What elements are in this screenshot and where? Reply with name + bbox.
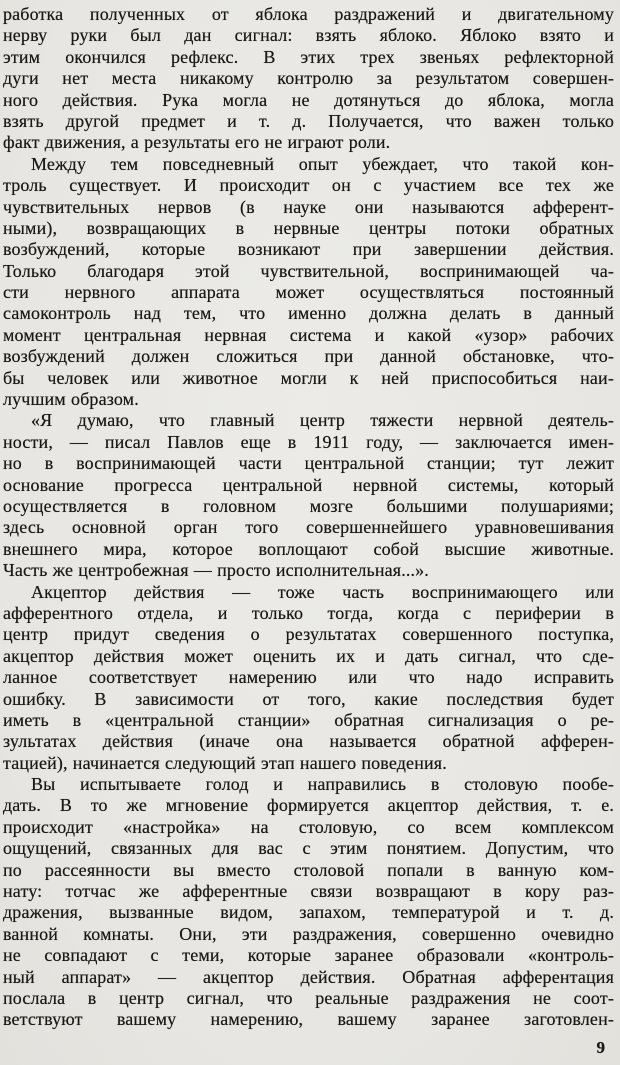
text-line: «Я думаю, что главный центр тяжести нервной деятель- bbox=[31, 410, 614, 431]
text-line: но в воспринимающей части центральной станции; тут лежит bbox=[3, 453, 614, 474]
text-line: дуги нет места никакому контролю за результатом совершен- bbox=[3, 68, 614, 89]
text-line: послала в центр сигнал, что реальные раздражения не соот- bbox=[3, 987, 614, 1008]
text-line: нерву руки был дан сигнал: взять яблоко. Яблоко взято и bbox=[3, 25, 614, 46]
text-line: ланное соответствует намерению или что надо исправить bbox=[3, 667, 614, 688]
text-line: сти нервного аппарата может осуществляться постоянный bbox=[3, 282, 614, 303]
text-line: Между тем повседневный опыт убеждает, что такой кон- bbox=[31, 153, 614, 174]
text-line: Только благодаря этой чувствительной, воспринимающей ча- bbox=[3, 260, 614, 281]
text-line: ный аппарат» — акцептор действия. Обратная афферентация bbox=[3, 966, 614, 987]
paragraph bbox=[3, 154, 614, 411]
text-line: дражения, вызванные видом, запахом, температурой и т. д. bbox=[3, 902, 614, 923]
page-number: 9 bbox=[596, 1037, 605, 1057]
text-line: ности, — писал Павлов еще в 1911 году, — заключается имен- bbox=[3, 431, 614, 452]
text-line: этим окончился рефлекс. В этих трех звеньях рефлекторной bbox=[3, 46, 614, 67]
text-line: бы человек или животное могли к ней приспособиться наи- bbox=[3, 367, 614, 388]
text-line: здесь основной орган того совершеннейшего уравновешивания bbox=[3, 517, 614, 538]
text-line: ветствуют вашему намерению, вашему заранее заготовлен- bbox=[3, 1009, 614, 1030]
paragraph bbox=[3, 774, 614, 1031]
text-line: дать. В то же мгновение формируется акцептор действия, т. е. bbox=[3, 795, 614, 816]
text-line: по рассеянности вы вместо столовой попали в ванную ком- bbox=[3, 859, 614, 880]
text-line: Акцептор действия — тоже часть воспринимающего или bbox=[31, 581, 614, 602]
text-line: ного действия. Рука могла не дотянуться до яблока, могла bbox=[3, 89, 614, 110]
text-line: факт движения, а результаты его не играют роли. bbox=[3, 132, 391, 153]
text-line: момент центральная нервная система и какой «узор» рабочих bbox=[3, 324, 614, 345]
text-line: не совпадают с теми, которые заранее образовали «контроль- bbox=[3, 945, 614, 966]
text-line: афферентного отдела, и только тогда, когда с периферии в bbox=[3, 602, 614, 623]
text-line: внешнего мира, которое воплощают собой высшие животные. bbox=[3, 538, 614, 559]
text-line: лучшим образом. bbox=[3, 389, 139, 410]
text-line: чувствительных нервов (в науке они называются афферент- bbox=[3, 196, 614, 217]
text-line: возбуждений, которые возникают при завершении действия. bbox=[3, 239, 614, 260]
text-line: основание прогресса центральной нервной системы, который bbox=[3, 474, 614, 495]
paragraph bbox=[3, 410, 614, 581]
text-line: центр придут сведения о результатах совершенного поступка, bbox=[3, 624, 614, 645]
text-line: ванной комнаты. Они, эти раздражения, совершенно очевидно bbox=[3, 923, 614, 944]
paragraph bbox=[3, 4, 614, 154]
page-footer bbox=[0, 1037, 620, 1058]
text-line: троль существует. И происходит он с участием все тех же bbox=[3, 175, 614, 196]
text-line: Часть же центробежная — просто исполнительная...». bbox=[3, 560, 429, 581]
text-line: работка полученных от яблока раздражений и двигательному bbox=[3, 4, 614, 24]
text-line: Вы испытываете голод и направились в столовую пообе- bbox=[31, 774, 614, 795]
text-line: ными), возвращающих в нервные центры потоки обратных bbox=[3, 217, 614, 238]
text-line: взять другой предмет и т. д. Получается, что важен только bbox=[3, 110, 614, 131]
text-line: иметь в «центральной станции» обратная сигнализация о ре- bbox=[3, 709, 614, 730]
text-line: акцептор действия может оценить их и дать сигнал, что сде- bbox=[3, 645, 614, 666]
text-line: происходит «настройка» на столовую, со всем комплексом bbox=[3, 816, 614, 837]
text-line: ошибку. В зависимости от того, какие последствия будет bbox=[3, 688, 614, 709]
text-line: осуществляется в головном мозге большими полушариями; bbox=[3, 495, 614, 516]
text-line: нату: тотчас же афферентные связи возвращают в кору раз- bbox=[3, 881, 614, 902]
text-line: ощущений, связанных для вас с этим понятием. Допустим, что bbox=[3, 838, 614, 859]
text-line: зультатах действия (иначе она называется обратной афферен- bbox=[3, 731, 614, 752]
text-line: самоконтроль над тем, что именно должна делать в данный bbox=[3, 303, 614, 324]
text-line: возбуждений должен сложиться при данной обстановке, что- bbox=[3, 346, 614, 367]
paragraph bbox=[3, 582, 614, 775]
text-line: тацией), начинается следующий этап нашего поведения. bbox=[3, 752, 447, 773]
